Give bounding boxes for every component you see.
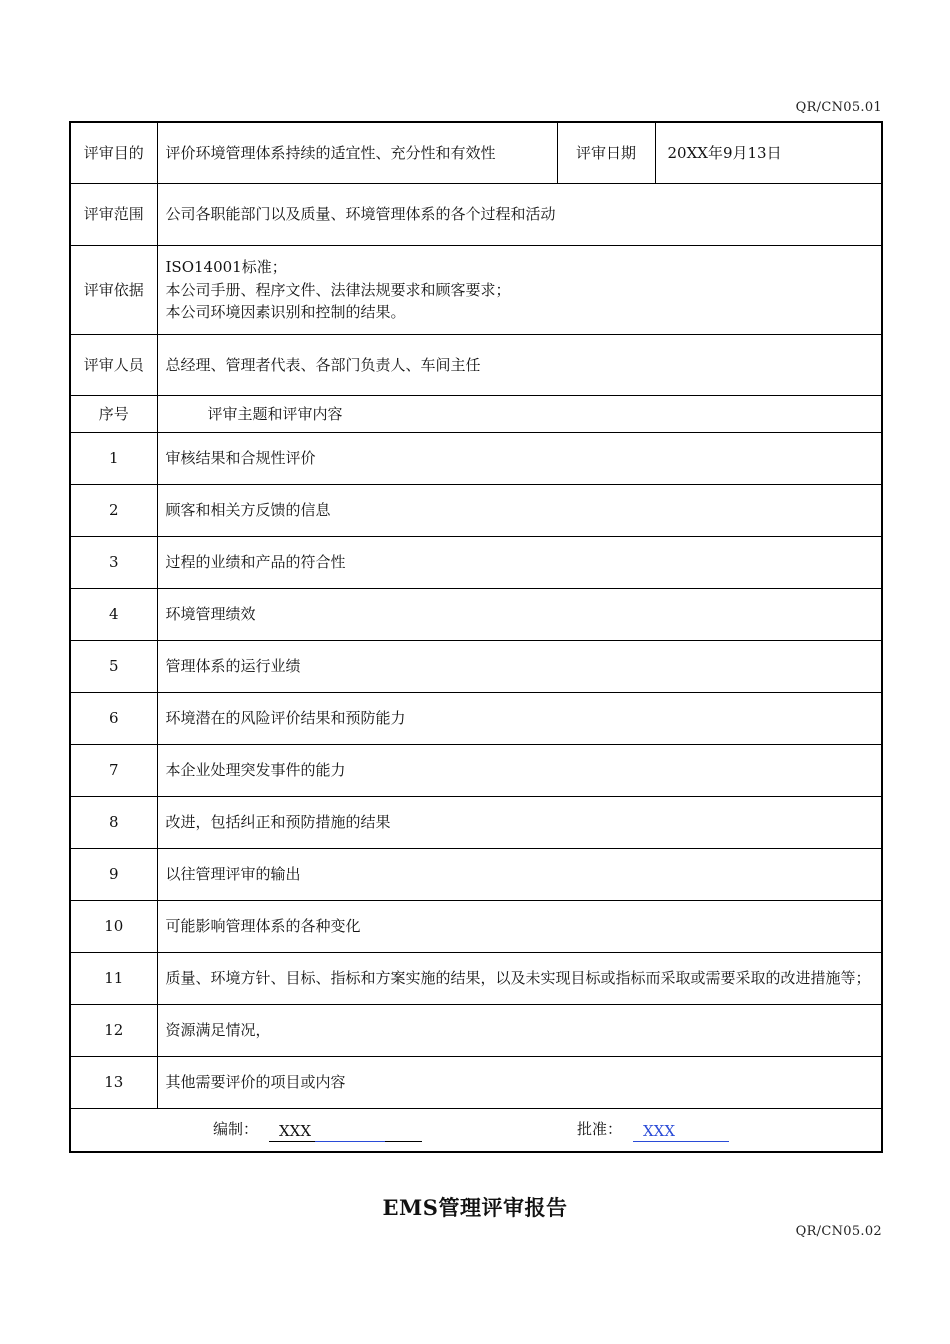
agenda-item-number: 10 <box>70 901 157 953</box>
agenda-item-number: 6 <box>70 693 157 745</box>
agenda-item-number: 4 <box>70 589 157 641</box>
approved-value: XXX <box>643 1122 676 1140</box>
agenda-item-text: 管理体系的运行业绩 <box>157 641 882 693</box>
prepared-label: 编制： <box>213 1120 259 1138</box>
approved-signature-field[interactable] <box>633 1121 729 1142</box>
purpose-value: 评价环境管理体系持续的适宜性、充分性和有效性 <box>157 122 557 184</box>
agenda-item-number: 2 <box>70 485 157 537</box>
agenda-item-text: 资源满足情况， <box>157 1005 882 1057</box>
agenda-item-text: 质量、环境方针、目标、指标和方案实施的结果，以及未实现目标或指标而采取或需要采取的改进措施等； <box>157 953 882 1005</box>
agenda-item-number: 1 <box>70 433 157 485</box>
signoff-row <box>70 1109 882 1153</box>
agenda-row <box>70 797 882 849</box>
document-code: QR/CN05.01 <box>795 100 882 115</box>
col-topic-header: 评审主题和评审内容 <box>157 396 882 433</box>
agenda-row <box>70 901 882 953</box>
agenda-item-number: 7 <box>70 745 157 797</box>
prepared-underline <box>315 1141 385 1142</box>
agenda-row <box>70 485 882 537</box>
agenda-row <box>70 745 882 797</box>
agenda-row <box>70 537 882 589</box>
agenda-item-text: 本企业处理突发事件的能力 <box>157 745 882 797</box>
date-value: 20XX年9月13日 <box>655 122 882 184</box>
prepared-signature-field[interactable] <box>269 1121 422 1142</box>
agenda-row <box>70 1057 882 1109</box>
basis-line: 本公司手册、程序文件、法律法规要求和顾客要求； <box>165 280 511 299</box>
basis-line: ISO14001标准； <box>165 258 287 277</box>
agenda-item-number: 9 <box>70 849 157 901</box>
basis-value <box>157 246 882 335</box>
basis-row <box>70 246 882 335</box>
agenda-item-text: 过程的业绩和产品的符合性 <box>157 537 882 589</box>
agenda-item-number: 8 <box>70 797 157 849</box>
agenda-item-text: 改进，包括纠正和预防措施的结果 <box>157 797 882 849</box>
agenda-item-number: 5 <box>70 641 157 693</box>
agenda-item-number: 11 <box>70 953 157 1005</box>
agenda-row <box>70 589 882 641</box>
staff-value: 总经理、管理者代表、各部门负责人、车间主任 <box>157 335 882 396</box>
agenda-header-row <box>70 396 882 433</box>
scope-label: 评审范围 <box>70 184 157 246</box>
management-review-table <box>69 121 883 1153</box>
agenda-item-text: 以往管理评审的输出 <box>157 849 882 901</box>
agenda-item-number: 3 <box>70 537 157 589</box>
basis-line: 本公司环境因素识别和控制的结果。 <box>165 303 406 322</box>
date-label: 评审日期 <box>557 122 655 184</box>
next-document-code: QR/CN05.02 <box>795 1224 882 1239</box>
approved-label: 批准： <box>577 1120 623 1138</box>
scope-value: 公司各职能部门以及质量、环境管理体系的各个过程和活动 <box>157 184 882 246</box>
agenda-item-text: 可能影响管理体系的各种变化 <box>157 901 882 953</box>
scope-row <box>70 184 882 246</box>
agenda-row <box>70 849 882 901</box>
agenda-item-text: 顾客和相关方反馈的信息 <box>157 485 882 537</box>
agenda-item-number: 13 <box>70 1057 157 1109</box>
agenda-items <box>70 433 882 1109</box>
agenda-item-number: 12 <box>70 1005 157 1057</box>
agenda-row <box>70 1005 882 1057</box>
staff-label: 评审人员 <box>70 335 157 396</box>
staff-row <box>70 335 882 396</box>
agenda-item-text: 环境潜在的风险评价结果和预防能力 <box>157 693 882 745</box>
agenda-row <box>70 953 882 1005</box>
prepared-value: XXX <box>279 1122 312 1140</box>
basis-label: 评审依据 <box>70 246 157 335</box>
agenda-row <box>70 641 882 693</box>
agenda-item-text: 其他需要评价的项目或内容 <box>157 1057 882 1109</box>
signoff-cell <box>70 1109 882 1153</box>
col-no-header: 序号 <box>70 396 157 433</box>
agenda-row <box>70 433 882 485</box>
next-report-title: EMS管理评审报告 <box>382 1195 568 1220</box>
purpose-label: 评审目的 <box>70 122 157 184</box>
agenda-item-text: 环境管理绩效 <box>157 589 882 641</box>
agenda-row <box>70 693 882 745</box>
agenda-item-text: 审核结果和合规性评价 <box>157 433 882 485</box>
purpose-row <box>70 122 882 184</box>
